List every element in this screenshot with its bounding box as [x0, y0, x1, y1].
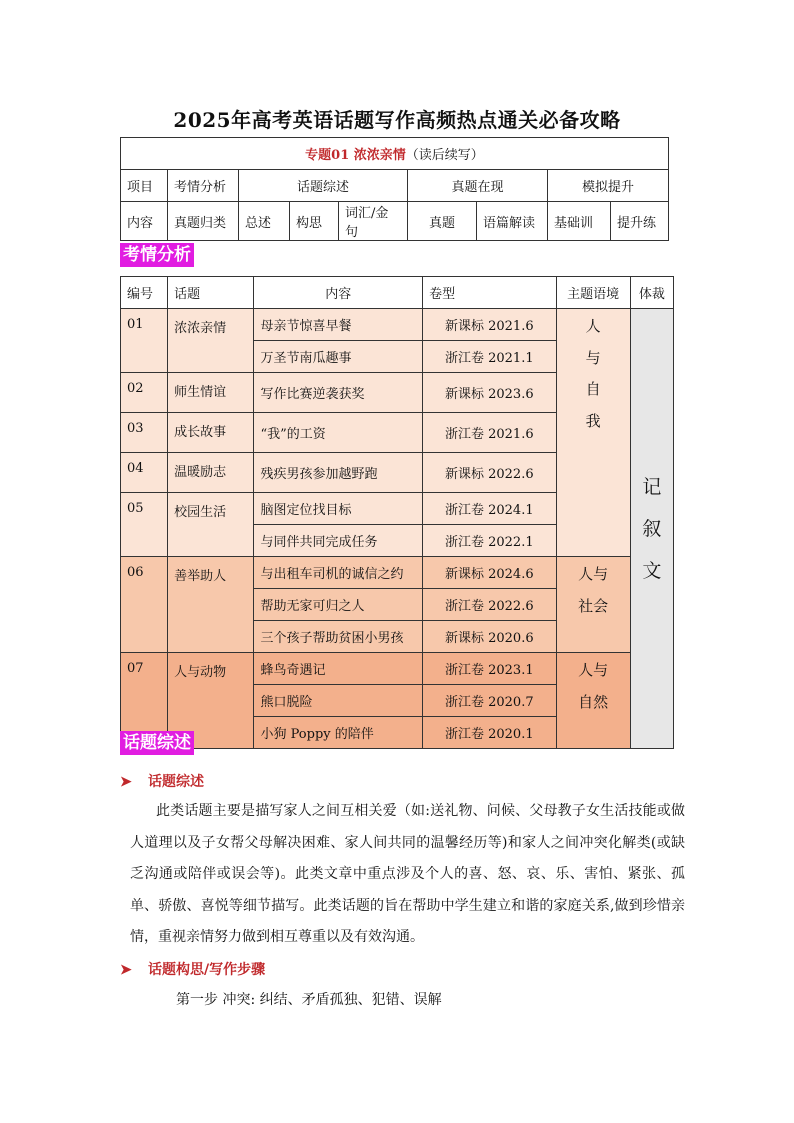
- table-cell-paper: 浙江卷 2021.6: [423, 413, 556, 453]
- table-cell-content: 脑图定位找目标: [254, 493, 423, 525]
- nav-cell-exam-analysis: 考情分析: [168, 170, 239, 202]
- col-header-paper: 卷型: [423, 277, 556, 309]
- page-title: 2025年高考英语话题写作高频热点通关必备攻略: [173, 108, 621, 132]
- step-line: 第一步 冲突: 纠结、矛盾孤独、犯错、误解: [176, 992, 442, 1008]
- table-cell-topic: 成长故事: [168, 413, 254, 453]
- table-cell-content: 蜂鸟奇遇记: [254, 653, 423, 685]
- table-cell-content: 与出租车司机的诚信之约: [254, 557, 423, 589]
- table-cell-paper: 新课标 2024.6: [423, 557, 556, 589]
- col-header-genre: 体裁: [630, 277, 673, 309]
- scene-cell-self: 人 与 自 我: [556, 309, 630, 557]
- table-cell-topic: 善举助人: [168, 557, 254, 653]
- table-cell-number: 04: [121, 453, 168, 493]
- scene-cell-nature: 人与 自然: [556, 653, 630, 749]
- topic-header: [121, 138, 669, 170]
- arrow-icon: ➤: [120, 962, 132, 978]
- table-cell-topic: 温暖励志: [168, 453, 254, 493]
- nav-cell-topic-overview: 话题综述: [239, 170, 408, 202]
- table-cell-topic: 师生情谊: [168, 373, 254, 413]
- exam-analysis-table: [120, 276, 674, 749]
- table-cell-number: 05: [121, 493, 168, 557]
- table-cell-paper: 浙江卷 2020.7: [423, 685, 556, 717]
- nav-cell-idea: 构思: [290, 202, 339, 241]
- nav-cell-basic: 基础训: [548, 202, 611, 241]
- arrow-icon: ➤: [120, 774, 132, 790]
- topic-navigation-table: [120, 137, 669, 241]
- table-cell-paper: 浙江卷 2020.1: [423, 717, 556, 749]
- col-header-number: 编号: [121, 277, 168, 309]
- table-cell-number: 07: [121, 653, 168, 749]
- table-cell-paper: 新课标 2021.6: [423, 309, 556, 341]
- nav-cell-practice: 模拟提升: [548, 170, 669, 202]
- table-cell-content: 与同伴共同完成任务: [254, 525, 423, 557]
- table-cell-number: 03: [121, 413, 168, 453]
- table-cell-content: 母亲节惊喜早餐: [254, 309, 423, 341]
- section-tag-exam-analysis: 考情分析: [120, 243, 194, 267]
- topic-paren: （读后续写）: [405, 148, 484, 163]
- table-cell-content: “我”的工资: [254, 413, 423, 453]
- scene-cell-society: 人与 社会: [556, 557, 630, 653]
- table-cell-content: 写作比赛逆袭获奖: [254, 373, 423, 413]
- nav-cell-project: 项目: [121, 170, 168, 202]
- table-cell-paper: 新课标 2020.6: [423, 621, 556, 653]
- topic-label: 专题01 浓浓亲情: [305, 148, 406, 163]
- table-cell-paper: 新课标 2022.6: [423, 453, 556, 493]
- table-cell-topic: 浓浓亲情: [168, 309, 254, 373]
- table-cell-number: 02: [121, 373, 168, 413]
- table-cell-content: 残疾男孩参加越野跑: [254, 453, 423, 493]
- table-cell-content: 帮助无家可归之人: [254, 589, 423, 621]
- genre-cell: 记 叙 文: [630, 309, 673, 749]
- table-cell-content: 熊口脱险: [254, 685, 423, 717]
- bullet-label: 话题综述: [148, 774, 204, 790]
- table-cell-paper: 浙江卷 2024.1: [423, 493, 556, 525]
- table-cell-paper: 浙江卷 2023.1: [423, 653, 556, 685]
- col-header-topic: 话题: [168, 277, 254, 309]
- table-cell-number: 01: [121, 309, 168, 373]
- table-cell-content: 万圣节南瓜趣事: [254, 341, 423, 373]
- nav-cell-reading: 语篇解读: [477, 202, 548, 241]
- table-cell-paper: 浙江卷 2021.1: [423, 341, 556, 373]
- overview-paragraph: 此类话题主要是描写家人之间互相关爱（如:送礼物、问候、父母教子女生活技能或做人道理以及子女帮父母解决困难、家人间共同的温馨经历等)和家人之间冲突化解类(或缺乏沟通或陪伴或误会等)。此类文章中重点涉及个人的喜、怒、哀、乐、害怕、紧张、孤单、骄傲、喜悦等细节描写。此类话题的旨在帮助中学生建立和谐的家庭关系,做到珍惜亲情，重视亲情努力做到相互尊重以及有效沟通。: [130, 803, 685, 945]
- table-cell-paper: 浙江卷 2022.1: [423, 525, 556, 557]
- table-cell-content: 小狗 Poppy 的陪伴: [254, 717, 423, 749]
- section-tag-topic-overview: 话题综述: [120, 731, 194, 755]
- nav-cell-vocab: 词汇/金句: [339, 202, 408, 241]
- table-cell-topic: 校园生活: [168, 493, 254, 557]
- bullet-topic-overview: [120, 771, 204, 791]
- table-cell-paper: 新课标 2023.6: [423, 373, 556, 413]
- col-header-content: 内容: [254, 277, 423, 309]
- nav-cell-summary: 总述: [239, 202, 290, 241]
- table-cell-paper: 浙江卷 2022.6: [423, 589, 556, 621]
- col-header-scene: 主题语境: [556, 277, 630, 309]
- nav-cell-real-exam: 真题在现: [408, 170, 548, 202]
- bullet-topic-steps: [120, 959, 265, 979]
- table-cell-number: 06: [121, 557, 168, 653]
- nav-cell-real-question: 真题: [408, 202, 477, 241]
- table-cell-topic: 人与动物: [168, 653, 254, 749]
- table-cell-content: 三个孩子帮助贫困小男孩: [254, 621, 423, 653]
- nav-cell-question-sort: 真题归类: [168, 202, 239, 241]
- nav-cell-content: 内容: [121, 202, 168, 241]
- nav-cell-advanced: 提升练: [611, 202, 669, 241]
- bullet-label: 话题构思/写作步骤: [148, 962, 266, 978]
